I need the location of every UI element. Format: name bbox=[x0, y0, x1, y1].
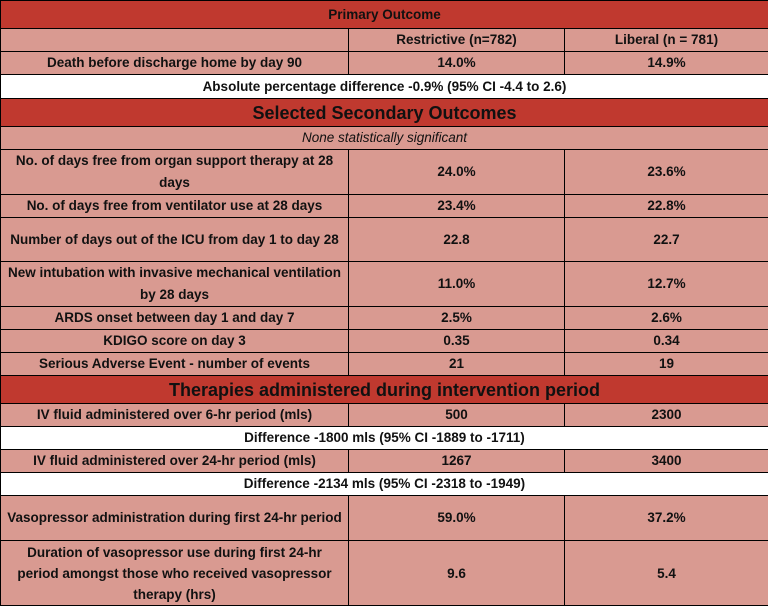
liberal-value: 12.7% bbox=[565, 262, 768, 307]
row-label: Vasopressor administration during first 24-hr period bbox=[1, 496, 349, 541]
liberal-value: 0.34 bbox=[565, 330, 768, 353]
restrictive-value: 14.0% bbox=[349, 52, 565, 75]
row-label: Death before discharge home by day 90 bbox=[1, 52, 349, 75]
row-label: New intubation with invasive mechanical ventilation by 28 days bbox=[1, 262, 349, 307]
therapies-title: Therapies administered during intervention period bbox=[1, 376, 768, 404]
restrictive-value: 1267 bbox=[349, 450, 565, 473]
secondary-outcomes-header-row bbox=[1, 99, 768, 127]
row-label: No. of days free from organ support therapy at 28 days bbox=[1, 150, 349, 195]
column-header-row bbox=[1, 29, 768, 52]
liberal-value: 5.4 bbox=[565, 541, 768, 606]
row-label: Number of days out of the ICU from day 1 to day 28 bbox=[1, 218, 349, 262]
restrictive-value: 21 bbox=[349, 353, 565, 376]
primary-summary: Absolute percentage difference -0.9% (95% CI -4.4 to 2.6) bbox=[1, 75, 768, 99]
restrictive-value: 11.0% bbox=[349, 262, 565, 307]
liberal-value: 19 bbox=[565, 353, 768, 376]
row-label: Serious Adverse Event - number of events bbox=[1, 353, 349, 376]
liberal-value: 22.8% bbox=[565, 195, 768, 218]
restrictive-value: 24.0% bbox=[349, 150, 565, 195]
restrictive-value: 22.8 bbox=[349, 218, 565, 262]
table-row bbox=[1, 404, 768, 427]
column-header-blank bbox=[1, 29, 349, 52]
restrictive-value: 2.5% bbox=[349, 307, 565, 330]
table-row bbox=[1, 218, 768, 262]
table-row bbox=[1, 307, 768, 330]
row-label: IV fluid administered over 6-hr period (mls) bbox=[1, 404, 349, 427]
restrictive-value: 0.35 bbox=[349, 330, 565, 353]
table-row bbox=[1, 52, 768, 75]
table-row bbox=[1, 195, 768, 218]
secondary-outcomes-title: Selected Secondary Outcomes bbox=[1, 99, 768, 127]
restrictive-value: 59.0% bbox=[349, 496, 565, 541]
liberal-value: 23.6% bbox=[565, 150, 768, 195]
row-label: No. of days free from ventilator use at 28 days bbox=[1, 195, 349, 218]
liberal-value: 14.9% bbox=[565, 52, 768, 75]
restrictive-value: 500 bbox=[349, 404, 565, 427]
table-row bbox=[1, 262, 768, 307]
difference-row bbox=[1, 473, 768, 496]
restrictive-value: 23.4% bbox=[349, 195, 565, 218]
therapies-header-row bbox=[1, 376, 768, 404]
column-header-restrictive: Restrictive (n=782) bbox=[349, 29, 565, 52]
difference-6hr: Difference -1800 mls (95% CI -1889 to -1711) bbox=[1, 427, 768, 450]
table-row bbox=[1, 496, 768, 541]
primary-outcome-header-row bbox=[1, 1, 768, 29]
secondary-note: None statistically significant bbox=[1, 127, 768, 150]
liberal-value: 22.7 bbox=[565, 218, 768, 262]
column-header-liberal: Liberal (n = 781) bbox=[565, 29, 768, 52]
primary-summary-row bbox=[1, 75, 768, 99]
primary-outcome-title: Primary Outcome bbox=[1, 1, 768, 29]
restrictive-value: 9.6 bbox=[349, 541, 565, 606]
table-row bbox=[1, 150, 768, 195]
table-row bbox=[1, 541, 768, 606]
row-label: KDIGO score on day 3 bbox=[1, 330, 349, 353]
liberal-value: 37.2% bbox=[565, 496, 768, 541]
row-label: IV fluid administered over 24-hr period (mls) bbox=[1, 450, 349, 473]
liberal-value: 3400 bbox=[565, 450, 768, 473]
table-row bbox=[1, 450, 768, 473]
liberal-value: 2.6% bbox=[565, 307, 768, 330]
difference-24hr: Difference -2134 mls (95% CI -2318 to -1949) bbox=[1, 473, 768, 496]
row-label: Duration of vasopressor use during first 24-hr period amongst those who received vasopressor therapy (hrs) bbox=[1, 541, 349, 606]
liberal-value: 2300 bbox=[565, 404, 768, 427]
difference-row bbox=[1, 427, 768, 450]
secondary-note-row bbox=[1, 127, 768, 150]
table-row bbox=[1, 353, 768, 376]
table-row bbox=[1, 330, 768, 353]
row-label: ARDS onset between day 1 and day 7 bbox=[1, 307, 349, 330]
